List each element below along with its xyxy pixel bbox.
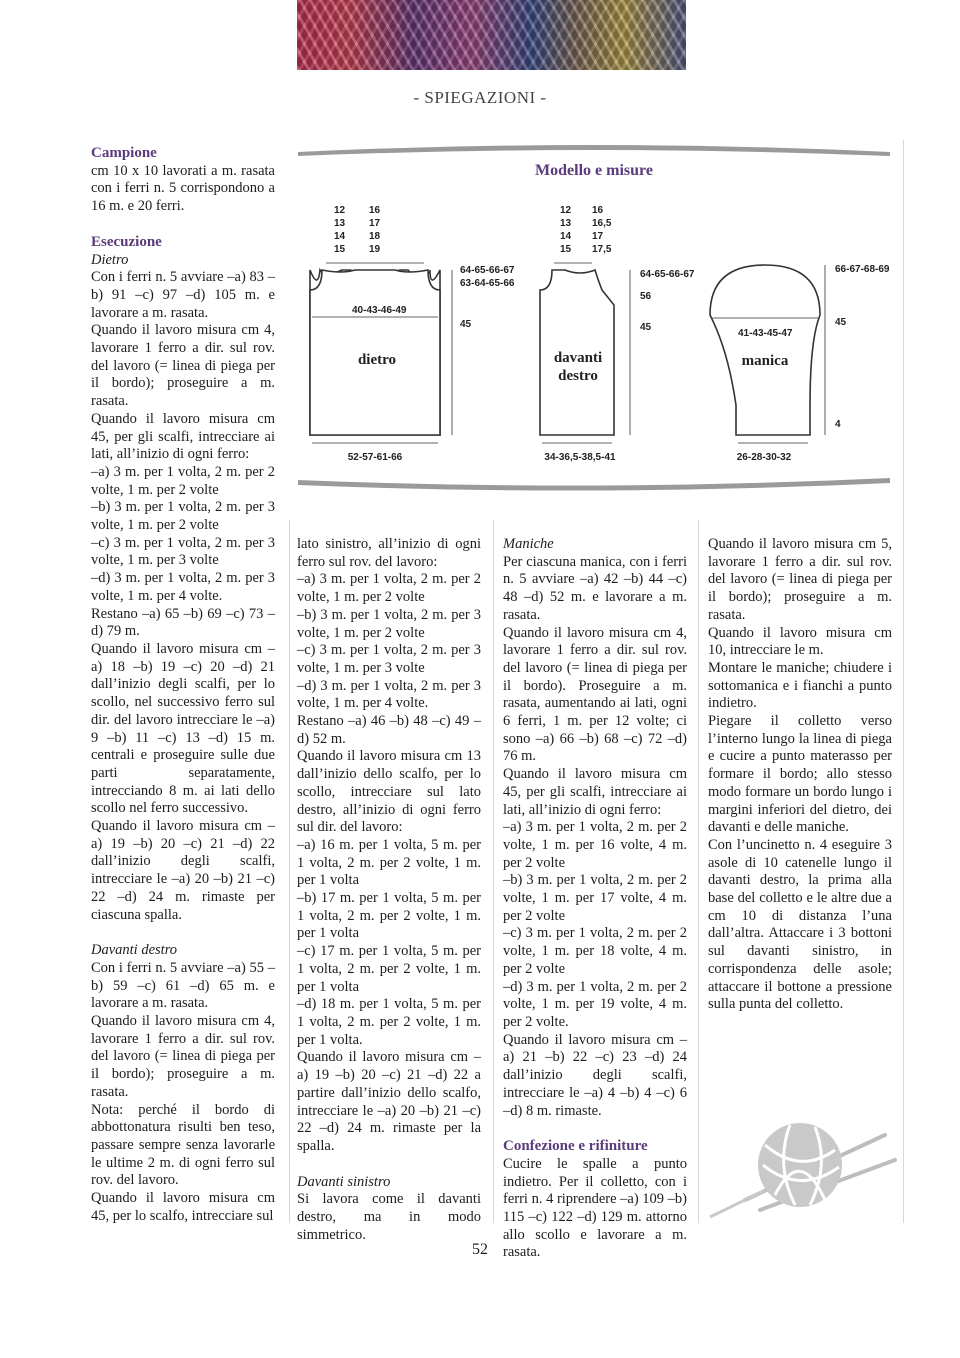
column-3 <box>503 536 687 1262</box>
paragraph: Quando il lavoro misura cm –a) 19 –b) 20 –c) 21 –d) 22 dall’inizio degli scalfi, intrecciare le –a) 20 –b) 21 –c) 22 –d) 24 m. rimaste per ciascuna spalla. <box>91 818 275 923</box>
paragraph: Quando il lavoro misura cm 45, per gli scalfi, intrecciare ai lati, all’inizio di ogni ferro: <box>503 766 687 818</box>
paragraph: –d) 3 m. per 1 volta, 2 m. per 3 volte, 1 m. per 4 volte. <box>91 570 275 604</box>
dietro-size-c: 14 <box>334 231 346 242</box>
davanti-size2-d: 17,5 <box>592 244 612 255</box>
davanti-size-a: 12 <box>560 205 572 216</box>
paragraph: Quando il lavoro misura cm –a) 18 –b) 19 –c) 20 –d) 21 dall’inizio degli scalfi, per lo scollo, nel successivo ferro sul dir. del lavoro intrecciare le –a) 9 –b) 11 –c) 13 –d) 15 m. centrali e proseguire sulle due parti separatamente, intrecciando 8 m. ai lati dello scollo nel ferro successivo. <box>91 640 275 817</box>
column-1 <box>91 145 275 1225</box>
manica-cuff-label: 4 <box>835 419 841 430</box>
paragraph: –d) 3 m. per 1 volta, 2 m. per 3 volte, 1 m. per 4 volte. <box>297 677 481 712</box>
manica-bottom-label: 26-28-30-32 <box>736 452 792 463</box>
paragraph: –d) 3 m. per 1 volta, 2 m. per 2 volte, 1 m. per 19 volte, 4 m. per 2 volte. <box>503 978 687 1030</box>
column-2 <box>297 536 481 1244</box>
davanti-size-c: 14 <box>560 231 572 242</box>
paragraph: Quando il lavoro misura cm 4, lavorare 1 ferro a dir. sul rov. del lavoro (= linea di piega per il bordo); proseguire a m. rasata. <box>91 322 275 410</box>
column-rule-3 <box>698 520 699 1223</box>
dietro-size2-a: 16 <box>369 205 381 216</box>
paragraph: Si lavora come il davanti destro, ma in modo simmetrico. <box>297 1191 481 1243</box>
davanti-armhole-label: 45 <box>640 322 652 333</box>
campione-heading: Campione <box>91 145 157 161</box>
column-4 <box>708 536 892 1014</box>
dietro-name: dietro <box>357 352 397 368</box>
paragraph: –c) 3 m. per 1 volta, 2 m. per 2 volte, 1 m. per 18 volte, 4 m. per 2 volte <box>503 925 687 977</box>
schematic-svg <box>290 140 900 500</box>
paragraph: Montare le maniche; chiudere i sottomanica e i fianchi a punto indietro. <box>708 659 892 712</box>
davanti-neck-label: 56 <box>640 291 652 302</box>
davanti-size-d: 15 <box>560 244 572 255</box>
paragraph: –c) 17 m. per 1 volta, 5 m. per 1 volta, 2 m. per 2 volte, 1 m. per 1 volta <box>297 943 481 995</box>
esecuzione-heading: Esecuzione <box>91 233 162 250</box>
paragraph: –c) 3 m. per 1 volta, 2 m. per 3 volte, 1 m. per 3 volte <box>297 642 481 676</box>
yarn-ball-icon <box>705 1105 900 1223</box>
paragraph: Con l’uncinetto n. 4 eseguire 3 asole di 10 catenelle lungo il davanti destro, la prima alla base del colletto e le altre due a cm 10 di distanza l’una dall’altra. Attaccare i 3 bottoni sul davanti sinistro, in corrispondenza delle asole; attaccare il bottone a pressione sulla punta del colletto. <box>708 836 892 1013</box>
dietro-size-b: 13 <box>334 218 346 229</box>
paragraph: Quando il lavoro misura cm 4, lavorare 1 ferro a dir. sul rov. del lavoro (= linea di piega per il bordo). Proseguire a m. rasata, aumentando ai lati, ogni 6 ferri, 1 m. per 12 volte; ci sono –a) 66 –b) 68 –c) 72 –d) 76 m. <box>503 624 687 765</box>
yarn-photo-banner <box>297 0 686 70</box>
manica-armhole-label: 45 <box>835 317 847 328</box>
maniche-subheading: Maniche <box>503 536 554 552</box>
paragraph: Cucire le spalle a punto indietro. Per il colletto, con i ferri n. 4 riprendere –a) 109 –b) 115 –c) 122 –d) 129 m. attorno allo scollo e lavorare a m. rasata. <box>503 1155 687 1261</box>
paragraph: Quando il lavoro misura cm 10, intrecciare le m. <box>708 624 892 659</box>
paragraph: Restano –a) 46 –b) 48 –c) 49 –d) 52 m. <box>297 713 481 747</box>
paragraph: –c) 3 m. per 1 volta, 2 m. per 3 volte, 1 m. per 3 volte <box>91 534 275 569</box>
dietro-size-d: 15 <box>334 244 346 255</box>
davanti-size2-b: 16,5 <box>592 218 612 229</box>
paragraph: –a) 3 m. per 1 volta, 2 m. per 2 volte, 1 m. per 2 volte <box>297 571 481 606</box>
paragraph: Per ciascuna manica, con i ferri n. 5 avviare –a) 42 –b) 44 –c) 48 –d) 52 m. e lavorare a m. rasata. <box>503 553 687 623</box>
paragraph: Quando il lavoro misura cm 45, per gli scalfi, intrecciare ai lati, all’inizio di ogni ferro: <box>91 410 275 463</box>
column-rule-2 <box>493 520 494 1223</box>
manica-outline <box>710 265 820 435</box>
dietro-bottom-label: 52-57-61-66 <box>347 452 403 463</box>
campione-text: cm 10 x 10 lavorati a m. rasata con i ferri n. 5 corrispondono a 16 m. e 20 ferri. <box>91 162 275 215</box>
paragraph: –b) 17 m. per 1 volta, 5 m. per 1 volta, 2 m. per 2 volte, 1 m. per 1 volta <box>297 890 481 942</box>
dietro-chest-label: 40-43-46-49 <box>352 305 407 316</box>
dietro-armhole-label: 45 <box>460 319 472 330</box>
paragraph: lato sinistro, all’inizio di ogni ferro sul rov. del lavoro: <box>297 536 481 570</box>
paragraph: Con i ferri n. 5 avviare –a) 83 –b) 91 –c) 97 –d) 105 m. e lavorare a m. rasata. <box>91 269 275 321</box>
manica-name: manica <box>741 353 789 369</box>
paragraph: –d) 18 m. per 1 volta, 5 m. per 1 volta, 2 m. per 2 volte, 1 m. per 1 volta. <box>297 996 481 1048</box>
dietro-size2-c: 18 <box>369 231 381 242</box>
davanti-size2-c: 17 <box>592 231 604 242</box>
paragraph: Con i ferri n. 5 avviare –a) 55 –b) 59 –c) 61 –d) 65 m. e lavorare a m. rasata. <box>91 959 275 1012</box>
dietro-subheading: Dietro <box>91 251 129 268</box>
column-rule-4 <box>903 140 904 1223</box>
paragraph: Quando il lavoro misura cm 5, lavorare 1 ferro a dir. sul rov. del lavoro (= linea di piega per il bordo); proseguire a m. rasata. <box>708 536 892 623</box>
manica-height-label: 66-67-68-69 <box>835 264 890 275</box>
paragraph: –a) 16 m. per 1 volta, 5 m. per 1 volta, 2 m. per 2 volte, 1 m. per 1 volta <box>297 836 481 889</box>
dietro-size2-d: 19 <box>369 244 381 255</box>
paragraph: –a) 3 m. per 1 volta, 2 m. per 2 volte, 1 m. per 2 volte <box>91 463 275 498</box>
paragraph: –b) 3 m. per 1 volta, 2 m. per 3 volte, 1 m. per 2 volte <box>91 499 275 534</box>
paragraph: Quando il lavoro misura cm 45, per lo scalfo, intrecciare sul <box>91 1190 275 1224</box>
paragraph: –b) 3 m. per 1 volta, 2 m. per 2 volte, 1 m. per 17 volte, 4 m. per 2 volte <box>503 872 687 924</box>
dietro-size-a: 12 <box>334 205 346 216</box>
davanti-destro-subheading: Davanti destro <box>91 942 178 959</box>
dietro-size2-b: 17 <box>369 218 381 229</box>
davanti-name-2: destro <box>558 368 598 384</box>
davanti-height-label: 64-65-66-67 <box>640 269 695 280</box>
confezione-heading: Confezione e rifiniture <box>503 1138 648 1155</box>
paragraph: Restano –a) 65 –b) 69 –c) 73 –d) 79 m. <box>91 605 275 640</box>
paragraph: Quando il lavoro misura cm 4, lavorare 1 ferro a dir. sul rov. del lavoro (= linea di piega per il bordo); proseguire a m. rasata. <box>91 1013 275 1100</box>
paragraph: Quando il lavoro misura cm –a) 19 –b) 20 –c) 21 –d) 22 a partire dall’inizio dello scalfo, intrecciare le –a) 20 –b) 21 –c) 22 –d) 24 m. rimaste per la spalla. <box>297 1049 481 1154</box>
paragraph: Piegare il colletto verso l’interno lungo la linea di piega e cucire a punto materasso per formare il bordo; allo stesso modo formare un bordo lungo i margini inferiori del dietro, dei davanti e delle maniche. <box>708 713 892 836</box>
paragraph: Quando il lavoro misura cm –a) 21 –b) 22 –c) 23 –d) 24 dall’inizio degli scalfi, intrecciare le –a) 4 –b) 4 –c) 6 –d) 8 m. rimaste. <box>503 1031 687 1119</box>
davanti-sinistro-subheading: Davanti sinistro <box>297 1173 391 1190</box>
schematic-diagram <box>290 140 900 500</box>
dietro-height-label: 64-65-66-67 <box>460 265 515 276</box>
paragraph: –b) 3 m. per 1 volta, 2 m. per 3 volte, 1 m. per 2 volte <box>297 606 481 641</box>
page-number: 52 <box>472 1241 488 1258</box>
diagram-title: Modello e misure <box>535 162 653 179</box>
davanti-size-b: 13 <box>560 218 572 229</box>
davanti-size2-a: 16 <box>592 205 604 216</box>
paragraph: Nota: perché il bordo di abbottonatura risulti ben teso, passare sempre senza lavorarle le ultime 2 m. di ogni ferro sul rov. del lavoro. <box>91 1101 275 1189</box>
manica-width-label: 41-43-45-47 <box>738 328 793 339</box>
dietro-height-label2: 63-64-65-66 <box>460 278 515 289</box>
column-rule-1 <box>289 520 290 1223</box>
paragraph: Quando il lavoro misura cm 13 dall’inizio dello scalfo, per lo scollo, intrecciare sul lato destro, all’inizio di ogni ferro sul dir. del lavoro: <box>297 748 481 836</box>
davanti-name-1: davanti <box>553 350 603 366</box>
davanti-bottom-label: 34-36,5-38,5-41 <box>544 452 616 463</box>
paragraph: –a) 3 m. per 1 volta, 2 m. per 2 volte, 1 m. per 16 volte, 4 m. per 2 volte <box>503 819 687 871</box>
bottom-brush-stroke <box>298 478 890 491</box>
page-header: - SPIEGAZIONI - <box>413 88 547 107</box>
top-brush-stroke <box>298 145 890 156</box>
